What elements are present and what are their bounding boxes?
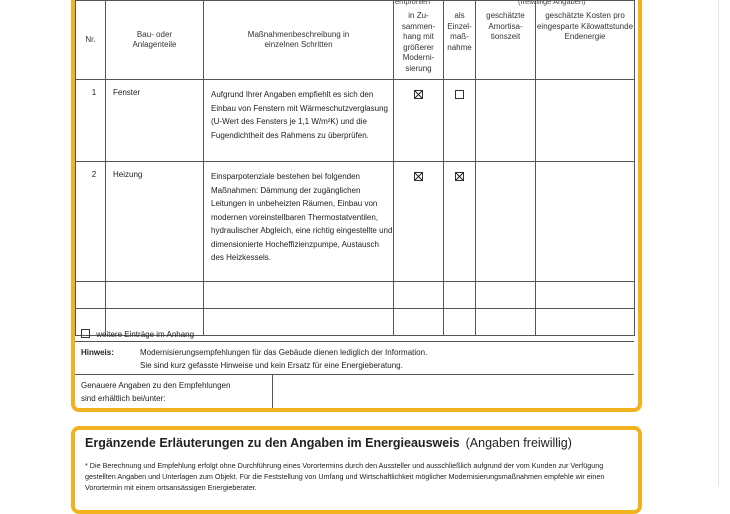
recommendations-table	[75, 0, 635, 336]
row-single-cell	[444, 80, 476, 162]
row-cost	[536, 80, 635, 162]
note-label: Hinweis:	[81, 348, 114, 357]
section-title	[85, 436, 572, 450]
row-in-context-cell	[394, 162, 444, 282]
row-description: Aufgrund Ihrer Angaben empfiehlt es sich den Einbau von Fenstern mit Wärmeschutzverglasung (U-Wert des Fensters je 1,1 W/m²K) und die Fugendichtheit des Rahmens zu überprüfen.	[204, 80, 394, 162]
row-component: Fenster	[106, 80, 204, 162]
checkbox-checked[interactable]	[414, 172, 423, 181]
section-title-text: Ergänzende Erläuterungen zu den Angaben im Energieausweis	[85, 436, 460, 450]
details-row	[75, 375, 634, 407]
col-component: Bau- oder Anlagenteile	[106, 1, 204, 80]
row-amortization	[476, 162, 536, 282]
details-divider	[272, 375, 273, 408]
row-in-context-cell	[394, 80, 444, 162]
row-description: Einsparpotenziale bestehen bei folgenden Maßnahmen: Dämmung der zugänglichen Leitungen in unbeheizten Räumen, Einbau von modernen voreinstellbaren Thermostatventilen, hydraulischer Abgleich, eine richtig eingestellte und dimensionierte Hocheffizienzpumpe, Austausch des Heizkessels.	[204, 162, 394, 282]
note-row	[75, 342, 634, 375]
col-in-context: in Zu-sammen-hang mit größerer Moderni-sierung	[394, 1, 444, 80]
row-cost	[536, 162, 635, 282]
note-line-1: Modernisierungsempfehlungen für das Gebäude dienen lediglich der Information.	[140, 348, 428, 357]
page-edge	[718, 0, 719, 486]
note-line-2: Sie sind kurz gefasste Hinweise und kein Ersatz für eine Energieberatung.	[140, 361, 403, 370]
table-row	[76, 162, 635, 282]
more-entries-row	[75, 325, 634, 342]
row-amortization	[476, 80, 536, 162]
col-amortization: geschätzte Amortisa-tionszeit	[476, 1, 536, 80]
col-single: als Einzel-maß-nahme	[444, 1, 476, 80]
checkbox-checked[interactable]	[455, 172, 464, 181]
row-single-cell	[444, 162, 476, 282]
fine-print: * Die Berechnung und Empfehlung erfolgt ohne Durchführung eines Vorortermins durch den Aussteller und ausschließlich aufgrund der vom Kunden zur Verfügung gestellten Angaben und Unterlagen zum Objekt. Für die Feststellung von Umfang und Wirtschaftlichkeit möglicher Modernisierungsmaßnahmen empfehle wir einen Vorortermin mit einem ortsansässigen Energieberater.	[85, 461, 605, 492]
table-row-empty	[76, 282, 635, 309]
checkbox-checked[interactable]	[414, 90, 423, 99]
more-entries-label: weitere Einträge im Anhang	[96, 330, 195, 339]
col-cost: geschätzte Kosten pro eingesparte Kilowattstunde Endenergie	[536, 1, 635, 80]
table-header-row	[76, 1, 635, 80]
checkbox-unchecked[interactable]	[455, 90, 464, 99]
header-clip-optional: (freiwillige Angaben)	[518, 0, 586, 6]
row-nr: 1	[76, 80, 106, 162]
details-label-1: Genauere Angaben zu den Empfehlungen	[81, 381, 231, 390]
section-title-note: (Angaben freiwillig)	[465, 436, 572, 450]
row-nr: 2	[76, 162, 106, 282]
col-nr: Nr.	[76, 1, 106, 80]
row-component: Heizung	[106, 162, 204, 282]
table-row	[76, 80, 635, 162]
checkbox-unchecked[interactable]	[81, 329, 90, 338]
header-clip-recommended: empfohlen	[395, 0, 431, 6]
col-description: Maßnahmenbeschreibung in einzelnen Schritten	[204, 1, 394, 80]
supplementary-frame	[71, 426, 642, 514]
details-label-2: sind erhältlich bei/unter:	[81, 394, 166, 403]
